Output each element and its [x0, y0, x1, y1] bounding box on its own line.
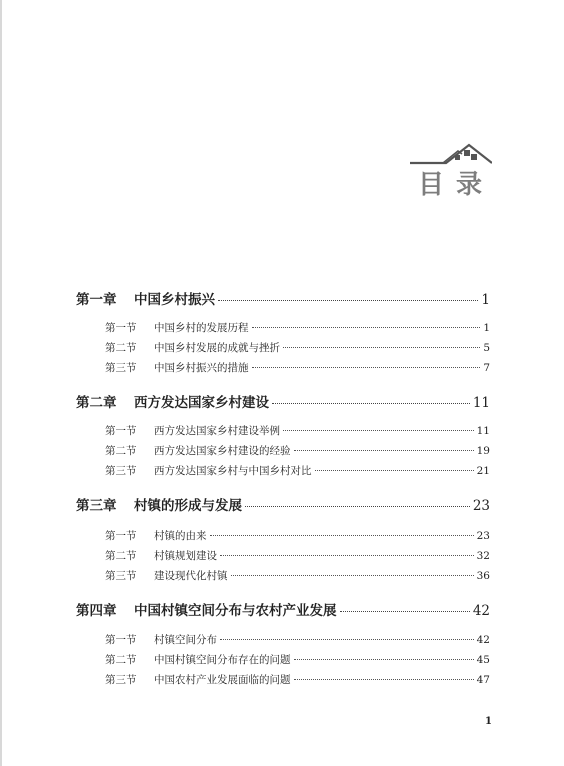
toc-section-2-2[interactable] — [105, 443, 490, 458]
toc-chapter-2[interactable] — [76, 391, 490, 411]
section-page: 45 — [476, 654, 490, 666]
leader-dots — [340, 611, 470, 612]
chapter-number: 第二章 — [76, 395, 117, 411]
section-number: 第二节 — [105, 654, 137, 666]
section-title: 村镇规划建设 — [154, 550, 217, 562]
section-page: 5 — [483, 342, 490, 354]
toc-section-2-3[interactable] — [105, 463, 490, 478]
leader-dots — [245, 506, 470, 507]
section-page: 11 — [476, 425, 490, 437]
toc-section-2-1[interactable] — [105, 423, 490, 438]
chapter-title: 中国乡村振兴 — [134, 292, 215, 308]
leader-dots — [220, 639, 474, 640]
section-number: 第三节 — [105, 362, 137, 374]
toc-section-1-3[interactable] — [105, 360, 490, 375]
leader-dots — [252, 327, 481, 328]
toc-chapter-3[interactable] — [76, 494, 490, 514]
chapter-page: 11 — [472, 395, 490, 411]
section-page: 19 — [476, 445, 490, 457]
section-page: 1 — [483, 322, 490, 334]
toc-section-4-2[interactable] — [105, 652, 490, 667]
section-page: 23 — [476, 530, 490, 542]
section-number: 第三节 — [105, 674, 137, 686]
leader-dots — [210, 535, 474, 536]
leader-dots — [315, 470, 474, 471]
leader-dots — [218, 300, 478, 301]
toc-section-1-2[interactable] — [105, 340, 490, 355]
section-number: 第二节 — [105, 550, 137, 562]
section-number: 第三节 — [105, 570, 137, 582]
section-page: 7 — [483, 362, 490, 374]
section-title: 村镇空间分布 — [154, 634, 217, 646]
section-title: 西方发达国家乡村建设的经验 — [154, 445, 291, 457]
toc-section-4-1[interactable] — [105, 632, 490, 647]
toc-section-3-2[interactable] — [105, 548, 490, 563]
section-number: 第二节 — [105, 342, 137, 354]
section-number: 第二节 — [105, 445, 137, 457]
section-number: 第一节 — [105, 530, 137, 542]
chapter-page: 23 — [472, 498, 490, 514]
chapter-number: 第四章 — [76, 603, 117, 619]
chapter-page: 42 — [472, 603, 490, 619]
leader-dots — [220, 555, 474, 556]
section-title: 建设现代化村镇 — [154, 570, 228, 582]
section-title: 中国乡村发展的成就与挫折 — [154, 342, 280, 354]
section-title: 中国乡村振兴的措施 — [154, 362, 249, 374]
section-page: 47 — [476, 674, 490, 686]
leader-dots — [294, 679, 474, 680]
toc-section-3-3[interactable] — [105, 568, 490, 583]
toc-section-1-1[interactable] — [105, 320, 490, 335]
section-title: 中国村镇空间分布存在的问题 — [154, 654, 291, 666]
toc-section-3-1[interactable] — [105, 528, 490, 543]
chapter-title: 中国村镇空间分布与农村产业发展 — [134, 603, 337, 619]
toc-title: 目录 — [417, 170, 494, 200]
section-title: 中国农村产业发展面临的问题 — [154, 674, 291, 686]
section-number: 第三节 — [105, 465, 137, 477]
leader-dots — [283, 347, 480, 348]
leader-dots — [231, 575, 474, 576]
leader-dots — [272, 403, 470, 404]
page-number: 1 — [485, 716, 492, 727]
chapter-title: 西方发达国家乡村建设 — [134, 395, 269, 411]
leader-dots — [294, 450, 474, 451]
toc-chapter-4[interactable] — [76, 599, 490, 619]
toc-section-4-3[interactable] — [105, 672, 490, 687]
chapter-number: 第一章 — [76, 292, 117, 308]
leader-dots — [283, 430, 474, 431]
section-page: 42 — [476, 634, 490, 646]
leader-dots — [294, 659, 474, 660]
section-title: 中国乡村的发展历程 — [154, 322, 249, 334]
toc-chapter-1[interactable] — [76, 288, 490, 308]
section-number: 第一节 — [105, 634, 137, 646]
section-title: 村镇的由来 — [154, 530, 207, 542]
leader-dots — [252, 367, 481, 368]
chapter-number: 第三章 — [76, 498, 117, 514]
chapter-title: 村镇的形成与发展 — [134, 498, 242, 514]
section-number: 第一节 — [105, 425, 137, 437]
section-page: 21 — [476, 465, 490, 477]
section-page: 32 — [476, 550, 490, 562]
section-title: 西方发达国家乡村与中国乡村对比 — [154, 465, 312, 477]
chapter-page: 1 — [481, 292, 490, 308]
section-page: 36 — [476, 570, 490, 582]
section-title: 西方发达国家乡村建设举例 — [154, 425, 280, 437]
section-number: 第一节 — [105, 322, 137, 334]
